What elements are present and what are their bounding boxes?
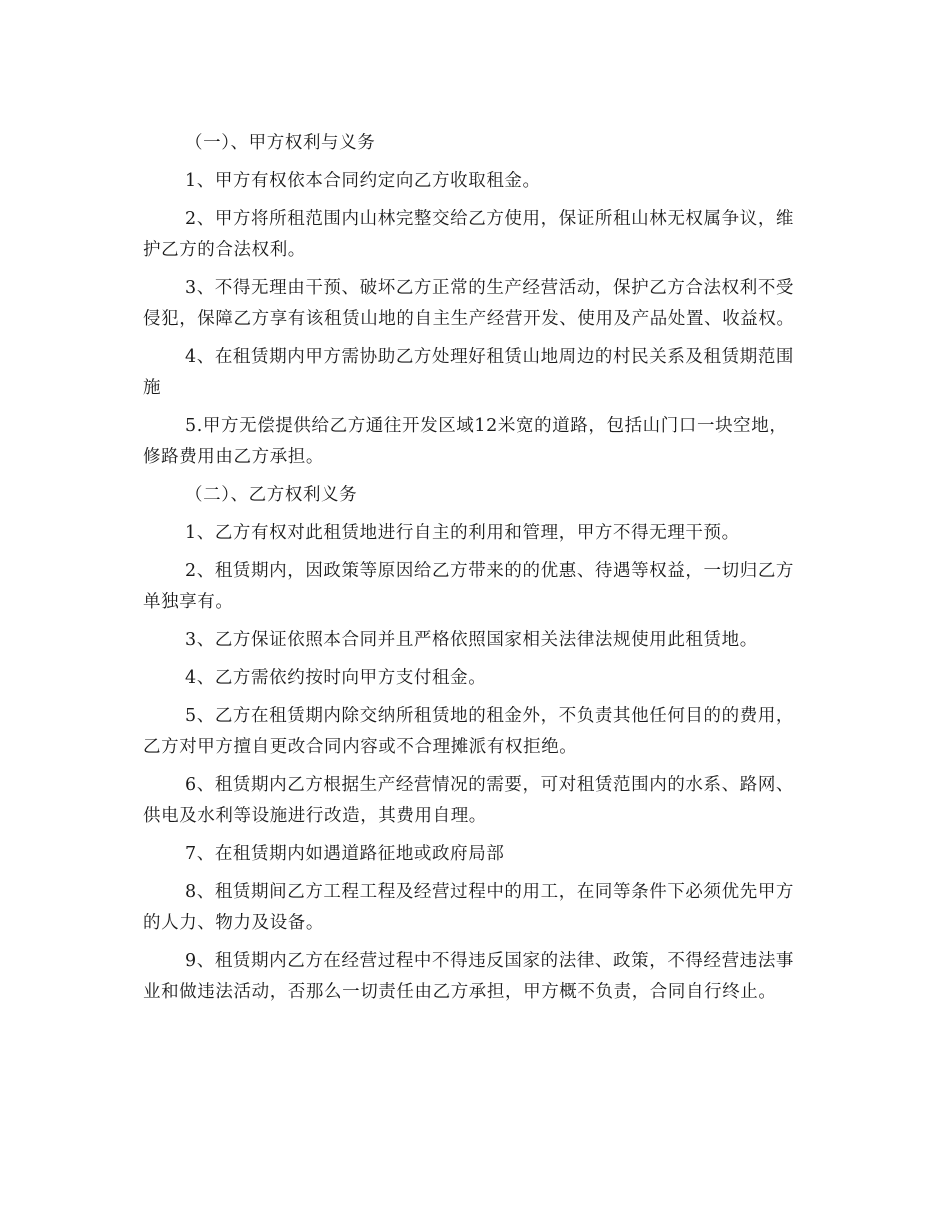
clause-a-4: 4、在租赁期内甲方需协助乙方处理好租赁山地周边的村民关系及租赁期范围施 (143, 347, 795, 398)
clause-b-8: 8、租赁期间乙方工程工程及经营过程中的用工，在同等条件下必须优先甲方的人力、物力及设备。 (143, 882, 795, 933)
clause-b-3: 3、乙方保证依照本合同并且严格依照国家相关法律法规使用此租赁地。 (185, 630, 758, 650)
section-heading-party-b: （二）、乙方权利义务 (185, 485, 358, 505)
clause-a-1: 1、甲方有权依本合同约定向乙方收取租金。 (185, 171, 541, 191)
clause-a-3: 3、不得无理由干预、破坏乙方正常的生产经营活动，保护乙方合法权利不受侵犯，保障乙方享有该租赁山地的自主生产经营开发、使用及产品处置、收益权。 (143, 278, 795, 329)
document-page (143, 128, 803, 1015)
clause-b-4: 4、乙方需依约按时向甲方支付租金。 (185, 668, 487, 688)
clause-b-2: 2、租赁期内，因政策等原因给乙方带来的的优惠、待遇等权益，一切归乙方单独享有。 (143, 561, 795, 612)
clause-a-2: 2、甲方将所租范围内山林完整交给乙方使用，保证所租山林无权属争议，维护乙方的合法权利。 (143, 209, 795, 260)
clause-b-5: 5、乙方在租赁期内除交纳所租赁地的租金外，不负责其他任何目的的费用，乙方对甲方擅自更改合同内容或不合理摊派有权拒绝。 (143, 706, 795, 757)
clause-b-7: 7、在租赁期内如遇道路征地或政府局部 (185, 844, 505, 864)
clause-a-5: 5.甲方无偿提供给乙方通往开发区域12米宽的道路，包括山门口一块空地，修路费用由乙方承担。 (143, 416, 788, 467)
section-heading-party-a: （一）、甲方权利与义务 (185, 133, 376, 153)
clause-b-9: 9、租赁期内乙方在经营过程中不得违反国家的法律、政策，不得经营违法事业和做违法活动，否那么一切责任由乙方承担，甲方概不负责，合同自行终止。 (143, 951, 795, 1002)
clause-b-1: 1、乙方有权对此租赁地进行自主的利用和管理，甲方不得无理干预。 (185, 523, 740, 543)
clause-b-6: 6、租赁期内乙方根据生产经营情况的需要，可对租赁范围内的水系、路网、供电及水利等设施进行改造，其费用自理。 (143, 775, 795, 826)
